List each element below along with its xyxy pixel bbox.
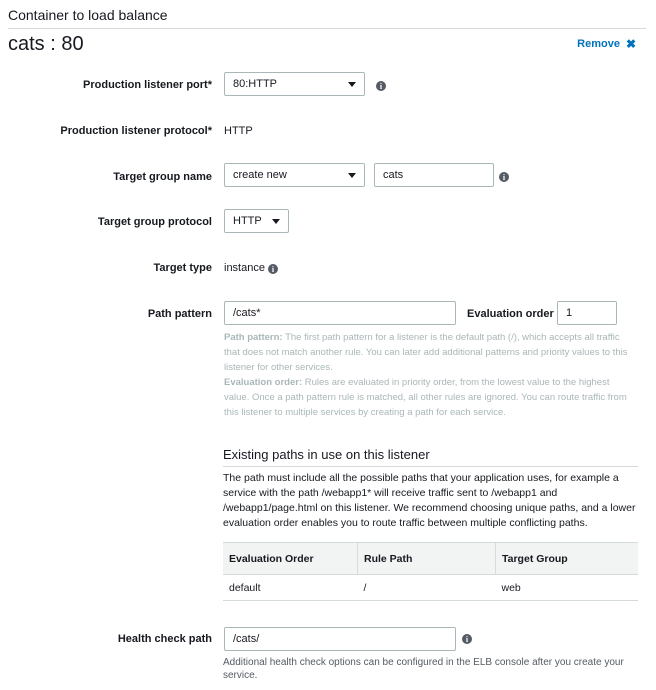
cell-target-group: web bbox=[496, 575, 639, 601]
path-pattern-help-text: The first path pattern for a listener is the default path (/), which accepts all traffic that does not match another rule. You can later add additional patterns and priority values to this listener for other services. bbox=[224, 332, 628, 373]
remove-label: Remove bbox=[577, 38, 620, 50]
path-pattern-help bbox=[224, 330, 634, 375]
health-check-help: Additional health check options can be configured in the ELB console after you create your service. bbox=[223, 657, 624, 681]
prod-port-select[interactable] bbox=[224, 72, 365, 96]
cell-evaluation-order: default bbox=[223, 575, 358, 601]
target-group-protocol-label: Target group protocol bbox=[97, 216, 212, 228]
target-group-protocol-value: HTTP bbox=[233, 215, 262, 227]
target-group-name-label: Target group name bbox=[113, 171, 212, 183]
existing-paths-description: The path must include all the possible paths that your application uses, for example a service with the path /webapp1* will receive traffic sent to /webapp1 and /webapp1/page.html on this listener. We recommend choosing unique paths, and a lower evaluation order enables you to route traffic between multiple conflicting paths. bbox=[223, 472, 636, 529]
table-header-row bbox=[223, 543, 638, 575]
prod-protocol-value: HTTP bbox=[224, 125, 253, 137]
health-check-label: Health check path bbox=[117, 633, 212, 645]
path-pattern-help-title: Path pattern: bbox=[224, 332, 283, 343]
column-header-target-group: Target Group bbox=[496, 543, 639, 575]
target-group-name-input-value: cats bbox=[383, 169, 404, 181]
existing-paths-divider bbox=[223, 466, 638, 467]
info-icon[interactable]: i bbox=[499, 172, 509, 182]
column-header-evaluation-order: Evaluation Order bbox=[223, 543, 358, 575]
path-pattern-label: Path pattern bbox=[147, 308, 212, 320]
existing-paths-title: Existing paths in use on this listener bbox=[223, 447, 430, 462]
evaluation-order-input[interactable] bbox=[557, 301, 617, 325]
prod-protocol-label: Production listener protocol* bbox=[60, 125, 212, 137]
section-divider bbox=[8, 28, 646, 29]
target-group-name-input[interactable] bbox=[374, 163, 494, 187]
evaluation-order-help-text: Rules are evaluated in priority order, from the lowest value to the highest value. Once a path pattern rule is matched, all other rules are ignored. You can route traffic from this listener to multiple services by creating a path for each service. bbox=[224, 377, 627, 418]
evaluation-order-help bbox=[224, 375, 634, 420]
info-icon[interactable]: i bbox=[268, 264, 278, 274]
cell-rule-path: / bbox=[358, 575, 496, 601]
close-icon: ✖ bbox=[625, 37, 636, 51]
target-group-protocol-select[interactable] bbox=[224, 209, 289, 233]
target-group-name-select-value: create new bbox=[233, 169, 287, 181]
prod-port-label: Production listener port* bbox=[83, 79, 212, 91]
path-pattern-value: /cats* bbox=[233, 307, 261, 319]
target-group-name-select[interactable] bbox=[224, 163, 365, 187]
section-title: Container to load balance bbox=[8, 7, 168, 23]
existing-paths-table bbox=[223, 542, 638, 601]
info-icon[interactable]: i bbox=[376, 81, 386, 91]
evaluation-order-help-title: Evaluation order: bbox=[224, 377, 303, 388]
health-check-input[interactable] bbox=[224, 627, 456, 651]
remove-button[interactable] bbox=[577, 37, 636, 51]
chevron-down-icon bbox=[348, 82, 356, 87]
column-header-rule-path: Rule Path bbox=[358, 543, 496, 575]
container-title: cats : 80 bbox=[8, 33, 84, 55]
info-icon[interactable]: i bbox=[462, 634, 472, 644]
evaluation-order-label: Evaluation order bbox=[467, 308, 554, 320]
prod-port-value: 80:HTTP bbox=[233, 78, 278, 90]
health-check-value: /cats/ bbox=[233, 633, 260, 645]
evaluation-order-value: 1 bbox=[566, 307, 573, 319]
target-type-value: instance bbox=[224, 262, 265, 274]
chevron-down-icon bbox=[272, 219, 280, 224]
chevron-down-icon bbox=[348, 173, 356, 178]
table-row bbox=[223, 575, 638, 601]
target-type-label: Target type bbox=[153, 262, 212, 274]
path-pattern-input[interactable] bbox=[224, 301, 456, 325]
